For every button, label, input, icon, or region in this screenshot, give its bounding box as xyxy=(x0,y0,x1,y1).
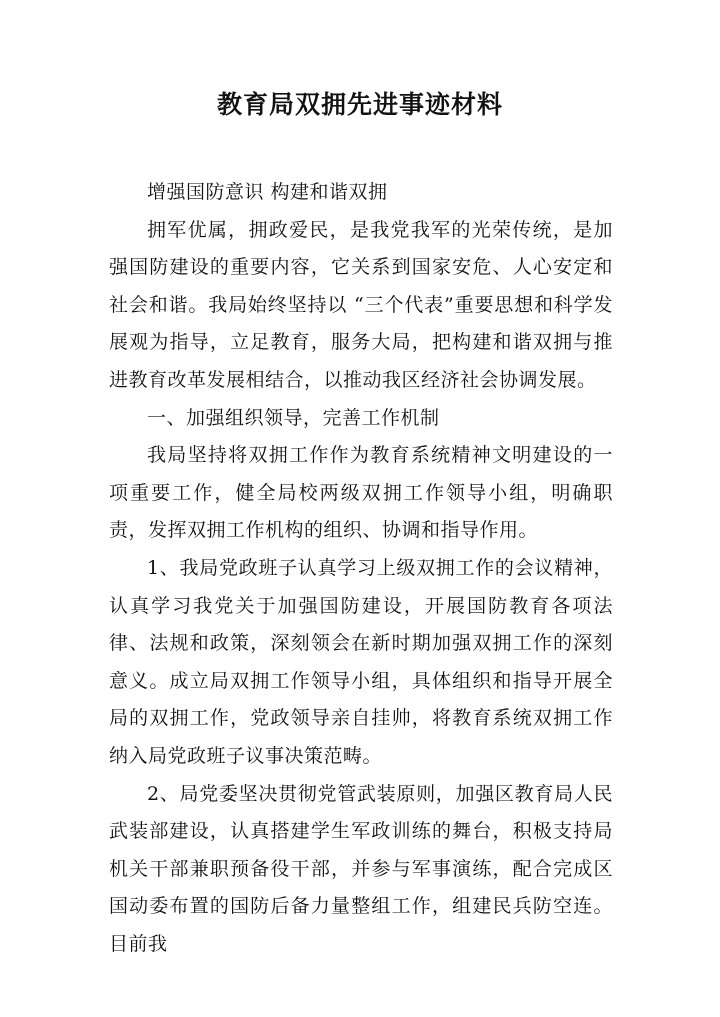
body-paragraph: 我局坚持将双拥工作作为教育系统精神文明建设的一项重要工作，健全局校两级双拥工作领导小组，明确职责，发挥双拥工作机构的组织、协调和指导作用。 xyxy=(109,444,613,542)
body-paragraph: 2、局党委坚决贯彻党管武装原则，加强区教育局人民武装部建设，认真搭建学生军政训练的舞台，积极支持局机关干部兼职预备役干部，并参与军事演练，配合完成区国动委布置的国防后备力量整组工作，组建民兵防空连。目前我 xyxy=(109,782,613,955)
body-paragraph: 1、我局党政班子认真学习上级双拥工作的会议精神，认真学习我党关于加强国防建设，开展国防教育各项法律、法规和政策，深刻领会在新时期加强双拥工作的深刻意义。成立局双拥工作领导小组，具体组织和指导开展全局的双拥工作，党政领导亲自挂帅，将教育系统双拥工作纳入局党政班子议事决策范畴。 xyxy=(109,556,613,767)
section-heading: 一、加强组织领导，完善工作机制 xyxy=(147,406,440,429)
intro-paragraph: 拥军优属，拥政爱民，是我党我军的光荣传统，是加强国防建设的重要内容，它关系到国家安危、人心安定和社会和谐。我局始终坚持以 “三个代表”重要思想和科学发展观为指导，立足教育，服务大局，把构建和谐双拥与推进教育改革发展相结合，以推动我区经济社会协调发展。 xyxy=(109,218,613,391)
document-body xyxy=(109,174,613,963)
document-title: 教育局双拥先进事迹材料 xyxy=(216,90,503,119)
section-subtitle: 增强国防意识 构建和谐双拥 xyxy=(147,181,388,203)
